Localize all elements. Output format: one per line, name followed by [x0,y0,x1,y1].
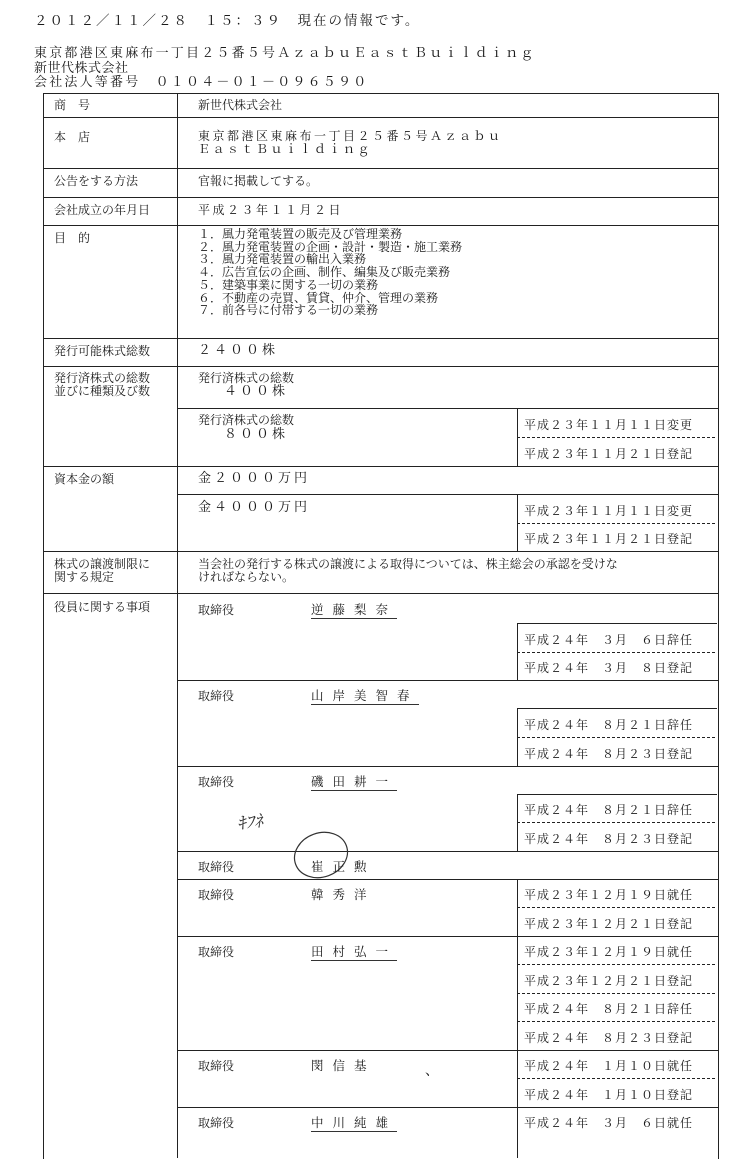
officer-name: 田村弘一 [311,944,398,959]
officer-date: 平成２４年 ８月２１日辞任 [524,1002,694,1016]
list-item: １．風力発電装置の販売及び管理業務 [198,227,403,241]
officer-date: 平成２４年 ３月 ６日辞任 [524,633,694,647]
list-item: ２．風力発電装置の企画・設計・製造・施工業務 [198,239,463,254]
date-line [517,708,717,709]
date-dash [517,652,715,653]
public-notice-label: 公告をする方法 [54,174,139,188]
transfer-restriction-label-2: 関する規定 [54,570,115,584]
issued-shares-title-2: 発行済株式の総数 [198,413,295,427]
date-column-divider [517,794,518,851]
date-dash [517,523,715,524]
corporate-number: 会社法人等番号 ０１０４－０１－０９６５９０ [34,75,369,90]
established-label: 会社成立の年月日 [54,203,151,217]
officer-date: 平成２４年 １月１０日就任 [524,1059,694,1073]
trade-name-value: 新世代株式会社 [198,98,283,112]
officer-name: 中川純雄 [311,1115,398,1130]
date-column-divider [517,494,518,551]
list-item: ３．風力発電装置の輸出入業務 [198,252,367,267]
officer-date: 平成２３年１２月１９日就任 [524,945,694,959]
row-line [43,551,718,552]
date-dash [517,993,715,994]
officer-name: 韓秀洋 [311,887,376,902]
date-column-divider [517,408,518,466]
issued-shares-registration-date: 平成２３年１１月２１日登記 [524,447,694,461]
purpose-list [198,228,462,317]
authorized-shares-label: 発行可能株式総数 [54,344,151,358]
officer-date: 平成２４年 ８月２３日登記 [524,1031,694,1045]
officer-date: 平成２４年 ３月 ６日就任 [524,1116,694,1130]
sub-row-line [177,851,718,852]
company-name: 新世代株式会社 [34,61,129,76]
timestamp-line: ２０１２／１１／２８ １５：３９ 現在の情報です。 [34,13,421,29]
row-line [43,466,718,467]
company-address: 東京都港区東麻布一丁目２５番５号ＡｚａｂｕＥａｓｔＢｕｉｌｄｉｎｇ [34,46,536,61]
list-item: ４．広告宣伝の企画、制作、編集及び販売業務 [198,265,451,280]
officer-role: 取締役 [198,860,235,874]
date-dash [517,1021,715,1022]
officer-name: 山岸美智春 [311,688,419,703]
head-office-value-line1: 東京都港区東麻布一丁目２５番５号Ａｚａｂｕ [198,129,503,143]
stray-mark: 、 [425,1063,439,1079]
sub-row-line [177,936,718,937]
officer-role: 取締役 [198,945,235,959]
date-column-divider [517,879,518,1158]
officer-date: 平成２４年 ８月２３日登記 [524,747,694,761]
row-line [43,225,718,226]
transfer-restriction-label-1: 株式の譲渡制限に [54,557,151,571]
officer-date: 平成２３年１２月１９日就任 [524,888,694,902]
capital-registration-date: 平成２３年１１月２１日登記 [524,532,694,546]
head-office-label: 本 店 [54,130,91,144]
list-item: ５．建築事業に関する一切の業務 [198,277,379,292]
sub-row-line [177,1050,718,1051]
date-line [517,794,717,795]
issued-shares-title-1: 発行済株式の総数 [198,371,295,385]
authorized-shares-value: ２４００株 [198,343,279,358]
issued-shares-value-2: ８００株 [224,427,289,442]
row-line [43,168,718,169]
capital-value-2: 金４０００万円 [198,500,311,515]
officer-role: 取締役 [198,603,235,617]
date-column-divider [517,708,518,766]
date-dash [517,907,715,908]
established-value: 平成２３年１１月２日 [198,203,344,217]
officer-date: 平成２４年 ３月 ８日登記 [524,661,694,675]
officer-date: 平成２４年 １月１０日登記 [524,1088,694,1102]
officer-name: 崔正勲 [311,859,376,874]
officer-date: 平成２３年１２月２１日登記 [524,974,694,988]
handwritten-note: ｷﾌﾈ [236,811,264,835]
capital-label: 資本金の額 [54,472,115,486]
officers-label: 役員に関する事項 [54,600,151,614]
issued-shares-change-date: 平成２３年１１月１１日変更 [524,418,694,432]
date-dash [517,737,715,738]
date-dash [517,822,715,823]
officer-name: 閔信基 [311,1058,376,1073]
trade-name-label: 商 号 [54,98,91,112]
sub-row-line [177,494,718,495]
issued-shares-label-1: 発行済株式の総数 [54,371,151,385]
row-line [43,197,718,198]
date-line [517,623,717,624]
capital-value-1: 金２０００万円 [198,471,311,486]
officer-date: 平成２３年１２月２１日登記 [524,917,694,931]
date-column-divider [517,623,518,680]
transfer-restriction-text-1: 当会社の発行する株式の譲渡による取得については、株主総会の承認を受けな [198,557,618,571]
officer-name: 逆藤梨奈 [311,602,398,617]
date-dash [517,964,715,965]
sub-row-line [177,879,718,880]
transfer-restriction-text-2: ければならない。 [198,570,295,584]
list-item: ７．前各号に付帯する一切の業務 [198,303,379,318]
row-line [43,366,718,367]
officer-role: 取締役 [198,689,235,703]
public-notice-value: 官報に掲載してする。 [198,174,319,188]
sub-row-line [177,680,718,681]
sub-row-line [177,766,718,767]
handwritten-circle [290,826,352,884]
date-dash [517,1078,715,1079]
officer-date: 平成２４年 ８月２３日登記 [524,832,694,846]
head-office-value-line2: ＥａｓｔＢｕｉｌｄｉｎｇ [198,142,373,156]
purpose-label: 目 的 [54,231,91,245]
label-column-divider [177,93,178,1158]
date-dash [517,437,715,438]
issued-shares-label-2: 並びに種類及び数 [54,384,151,398]
row-line [43,338,718,339]
sub-row-line [177,408,718,409]
sub-row-line [177,1107,718,1108]
officer-name: 磯田耕一 [311,774,398,789]
officer-date: 平成２４年 ８月２１日辞任 [524,803,694,817]
list-item: ６．不動産の売買、賃貸、仲介、管理の業務 [198,290,439,305]
officer-role: 取締役 [198,888,235,902]
capital-change-date: 平成２３年１１月１１日変更 [524,504,694,518]
officer-role: 取締役 [198,1059,235,1073]
issued-shares-value-1: ４００株 [224,384,289,399]
row-line [43,117,718,118]
officer-date: 平成２４年 ８月２１日辞任 [524,718,694,732]
officer-role: 取締役 [198,1116,235,1130]
row-line [43,593,718,594]
officer-role: 取締役 [198,775,235,789]
